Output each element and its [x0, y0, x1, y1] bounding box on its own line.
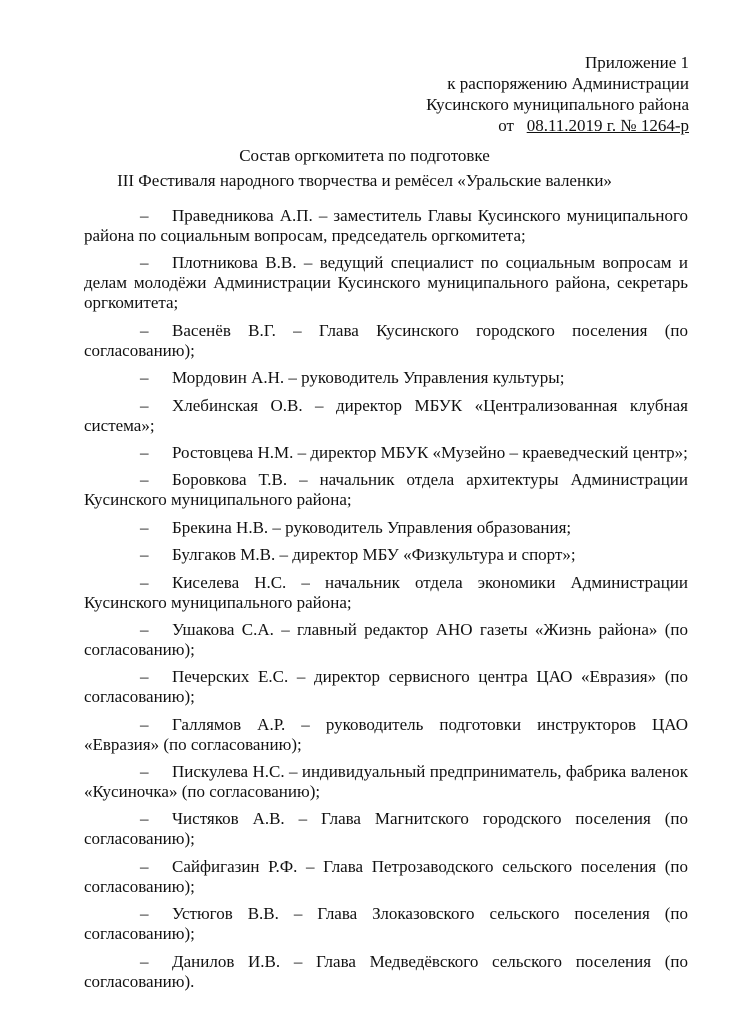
list-dash: –	[140, 320, 149, 340]
list-dash: –	[140, 951, 149, 971]
member-text: Киселева Н.С. – начальник отдела экономики Администрации Кусинского муниципального района;	[84, 572, 688, 612]
list-dash: –	[140, 545, 149, 565]
list-item	[84, 518, 688, 538]
member-text: Ушакова С.А. – главный редактор АНО газеты «Жизнь района» (по согласованию);	[84, 619, 688, 659]
list-dash: –	[140, 368, 149, 388]
member-text: Пискулева Н.С. – индивидуальный предприниматель, фабрика валенок «Кусиночка» (по согласованию);	[84, 762, 688, 802]
list-item	[84, 573, 688, 613]
list-dash: –	[140, 762, 149, 782]
member-text: Булгаков М.В. – директор МБУ «Физкультура и спорт»;	[172, 545, 576, 565]
document-title	[0, 143, 729, 193]
member-text: Устюгов В.В. – Глава Злоказовского сельского поселения (по согласованию);	[84, 904, 688, 944]
member-text: Хлебинская О.В. – директор МБУК «Централизованная клубная система»;	[84, 395, 688, 435]
date-prefix: от	[498, 116, 514, 135]
list-dash: –	[140, 517, 149, 537]
appendix-date-line	[426, 115, 689, 136]
list-item	[84, 762, 688, 802]
list-item	[84, 620, 688, 660]
list-dash: –	[140, 904, 149, 924]
list-dash: –	[140, 395, 149, 415]
member-text: Галлямов А.Р. – руководитель подготовки инструкторов ЦАО «Евразия» (по согласованию);	[84, 714, 688, 754]
list-dash: –	[140, 572, 149, 592]
member-text: Данилов И.В. – Глава Медведёвского сельского поселения (по согласованию).	[84, 951, 688, 991]
list-item	[84, 857, 688, 897]
list-item	[84, 809, 688, 849]
member-text: Плотникова В.В. – ведущий специалист по социальным вопросам и делам молодёжи Администрации Кусинского муниципального района, секретарь оргкомитета;	[84, 253, 688, 313]
member-text: Чистяков А.В. – Глава Магнитского городского поселения (по согласованию);	[84, 809, 688, 849]
list-item	[84, 667, 688, 707]
title-line-2: III Фестиваля народного творчества и ремёсел «Уральские валенки»	[117, 171, 612, 190]
list-item	[84, 443, 688, 463]
list-item	[84, 206, 688, 246]
list-item	[84, 396, 688, 436]
appendix-number: Приложение 1	[585, 53, 689, 72]
list-item	[84, 321, 688, 361]
list-item	[84, 952, 688, 992]
list-dash: –	[140, 206, 149, 225]
member-text: Печерских Е.С. – директор сервисного центра ЦАО «Евразия» (по согласованию);	[84, 667, 688, 707]
member-text: Ростовцева Н.М. – директор МБУК «Музейно – краеведческий центр»;	[172, 442, 688, 462]
member-text: Сайфигазин Р.Ф. – Глава Петрозаводского сельского поселения (по согласованию);	[84, 856, 688, 896]
list-dash: –	[140, 714, 149, 734]
list-item	[84, 253, 688, 313]
committee-members-list	[84, 206, 688, 999]
list-item	[84, 904, 688, 944]
list-item	[84, 545, 688, 565]
member-text: Боровкова Т.В. – начальник отдела архитектуры Администрации Кусинского муниципального района;	[84, 470, 688, 510]
appendix-order-ref: к распоряжению Администрации	[447, 74, 689, 93]
list-item	[84, 470, 688, 510]
member-text: Праведникова А.П. – заместитель Главы Кусинского муниципального района по социальным вопросам, председатель оргкомитета;	[84, 206, 688, 245]
order-date-number: 08.11.2019 г. № 1264-р	[526, 116, 689, 135]
list-dash: –	[140, 253, 149, 273]
list-dash: –	[140, 667, 149, 687]
list-dash: –	[140, 442, 149, 462]
appendix-district: Кусинского муниципального района	[426, 95, 689, 114]
list-dash: –	[140, 809, 149, 829]
title-line-1: Состав оргкомитета по подготовке	[239, 146, 490, 165]
list-item	[84, 368, 688, 388]
list-item	[84, 715, 688, 755]
list-dash: –	[140, 619, 149, 639]
member-text: Васенёв В.Г. – Глава Кусинского городского поселения (по согласованию);	[84, 320, 688, 360]
member-text: Мордовин А.Н. – руководитель Управления культуры;	[172, 368, 565, 388]
list-dash: –	[140, 856, 149, 876]
member-text: Брекина Н.В. – руководитель Управления образования;	[172, 517, 572, 537]
appendix-header	[426, 52, 689, 136]
list-dash: –	[140, 470, 149, 490]
